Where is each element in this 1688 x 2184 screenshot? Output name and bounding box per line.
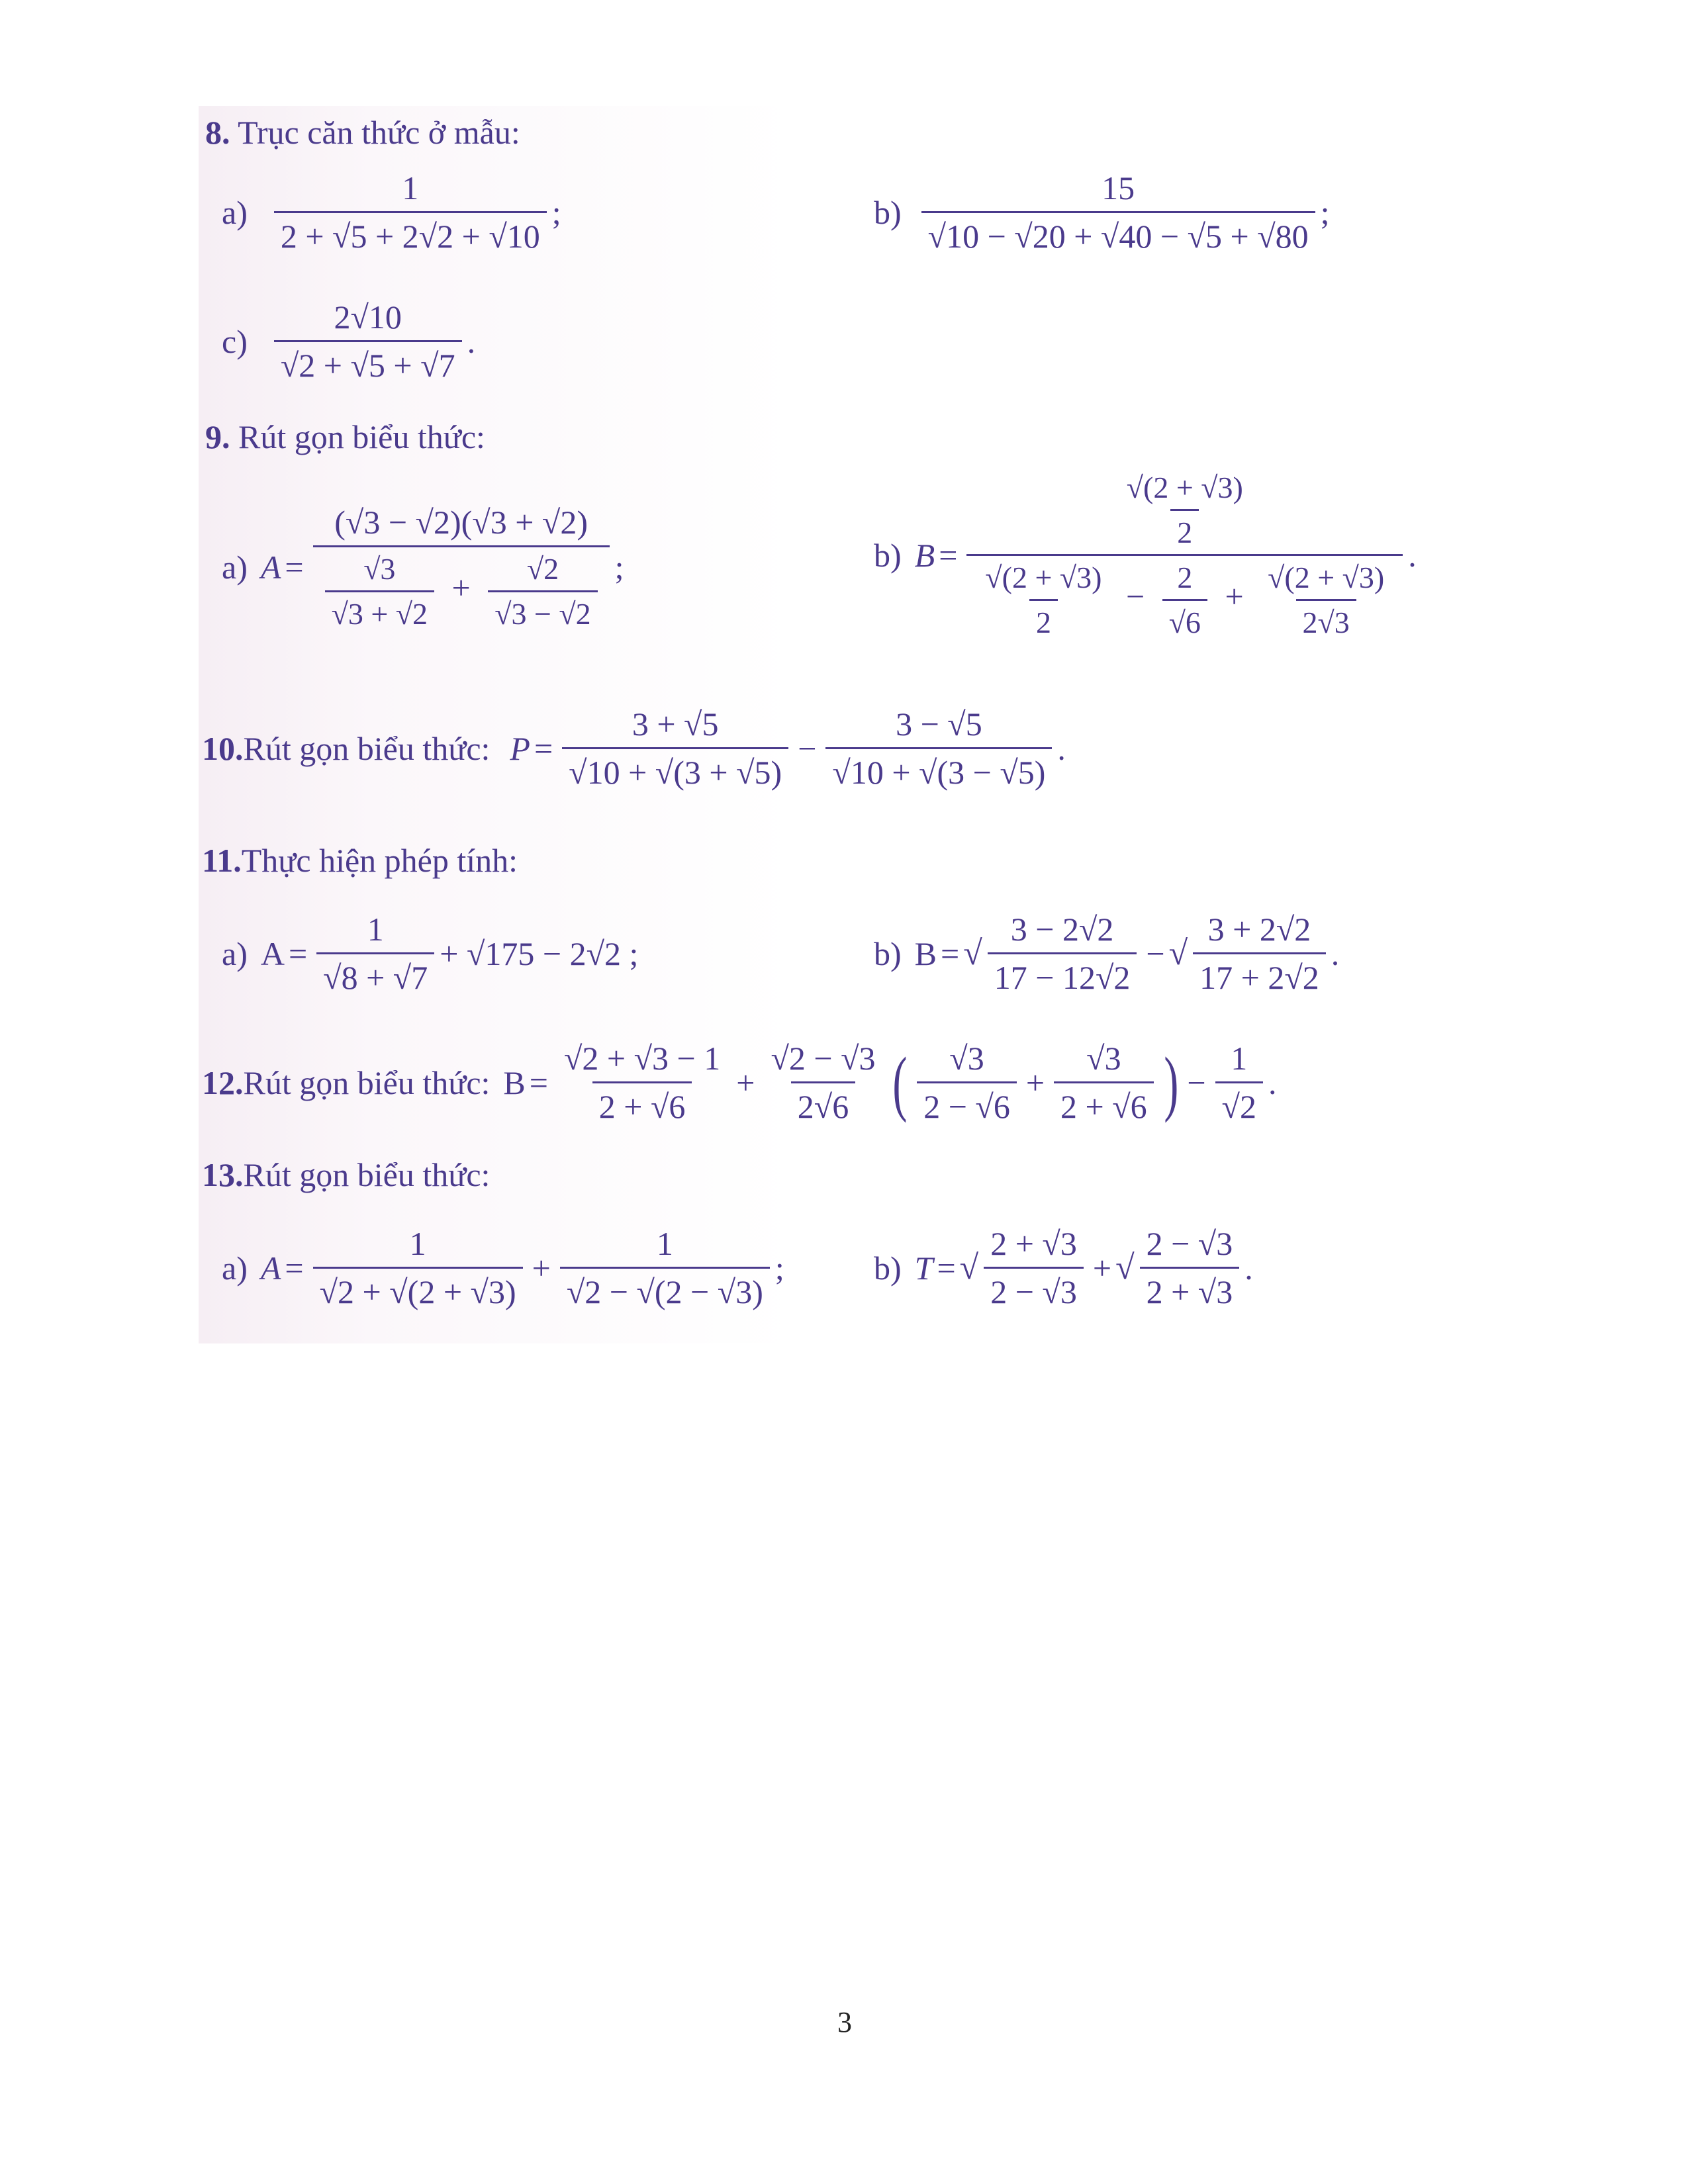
problem-11-heading: 11.Thực hiện phép tính: [202, 842, 518, 879]
problem-12: 12.Rút gọn biểu thức: B = $\frac{√2 + √3 - 1}{2 + √6}$ + $\frac{√2 - √3}{2√6}$ ( $\frac{√3}{2 - √6}$ + $\frac{√3}{2 + √6}$ ) − $\frac{1}{√2}$ . [202, 1040, 1277, 1125]
problem-10: 10.Rút gọn biểu thức: P = $\frac{3 + √5}{√10 + √(3 + √5)}$ − $\frac{3 - √5}{√10 + √(3 - √5)}$ . [202, 705, 1066, 791]
problem-9a: a) A = (√3 − √2)(√3 + √2) $\frac{√3}{√3 + √2}$ + $\frac{√2}{√3 - √2}$ ; [222, 504, 624, 631]
problem-13a: a) A = $\frac{1}{√2 + √(2 + √3)}$ + $\frac{1}{√2 - √(2 - √3)}$ ; [222, 1225, 784, 1310]
page-number: 3 [837, 2006, 852, 2038]
problem-8b: b) $\frac{15}{√10 - √20 + √40 - √5 + √80}$ ; [874, 169, 1330, 255]
problem-9-heading: 9. Rút gọn biểu thức: [205, 418, 485, 455]
problem-8-heading: 8. Trục căn thức ở mẫu: [205, 114, 520, 151]
problem-9b: b) B = $\frac{√(2 + √3)}{2}$ $\frac{√(2 + √3)}{2}$ − $\frac{2}{√6}$ + $\frac{√(2 + √3)}{2√3}$ . [874, 471, 1417, 639]
problem-11a: a) A = $\frac{1}{√8 + √7}$ + √175 − 2√2 ; [222, 911, 639, 996]
problem-8c: c) $\frac{2√10}{√2 + √5 + √7}$ . [222, 298, 476, 384]
problem-13-heading: 13.Rút gọn biểu thức: [202, 1156, 491, 1193]
problem-8a: a) $\frac{1}{2 + √5 + 2√2 + √10}$ ; [222, 169, 561, 255]
problem-13b: b) T = √ $\frac{2 + √3}{2 - √3}$ + √ $\frac{2 - √3}{2 + √3}$ . [874, 1225, 1253, 1310]
problem-11b: b) B = √ $\frac{3 - 2√2}{17 - 12√2}$ − √ $\frac{3 + 2√2}{17 + 2√2}$ . [874, 911, 1340, 996]
